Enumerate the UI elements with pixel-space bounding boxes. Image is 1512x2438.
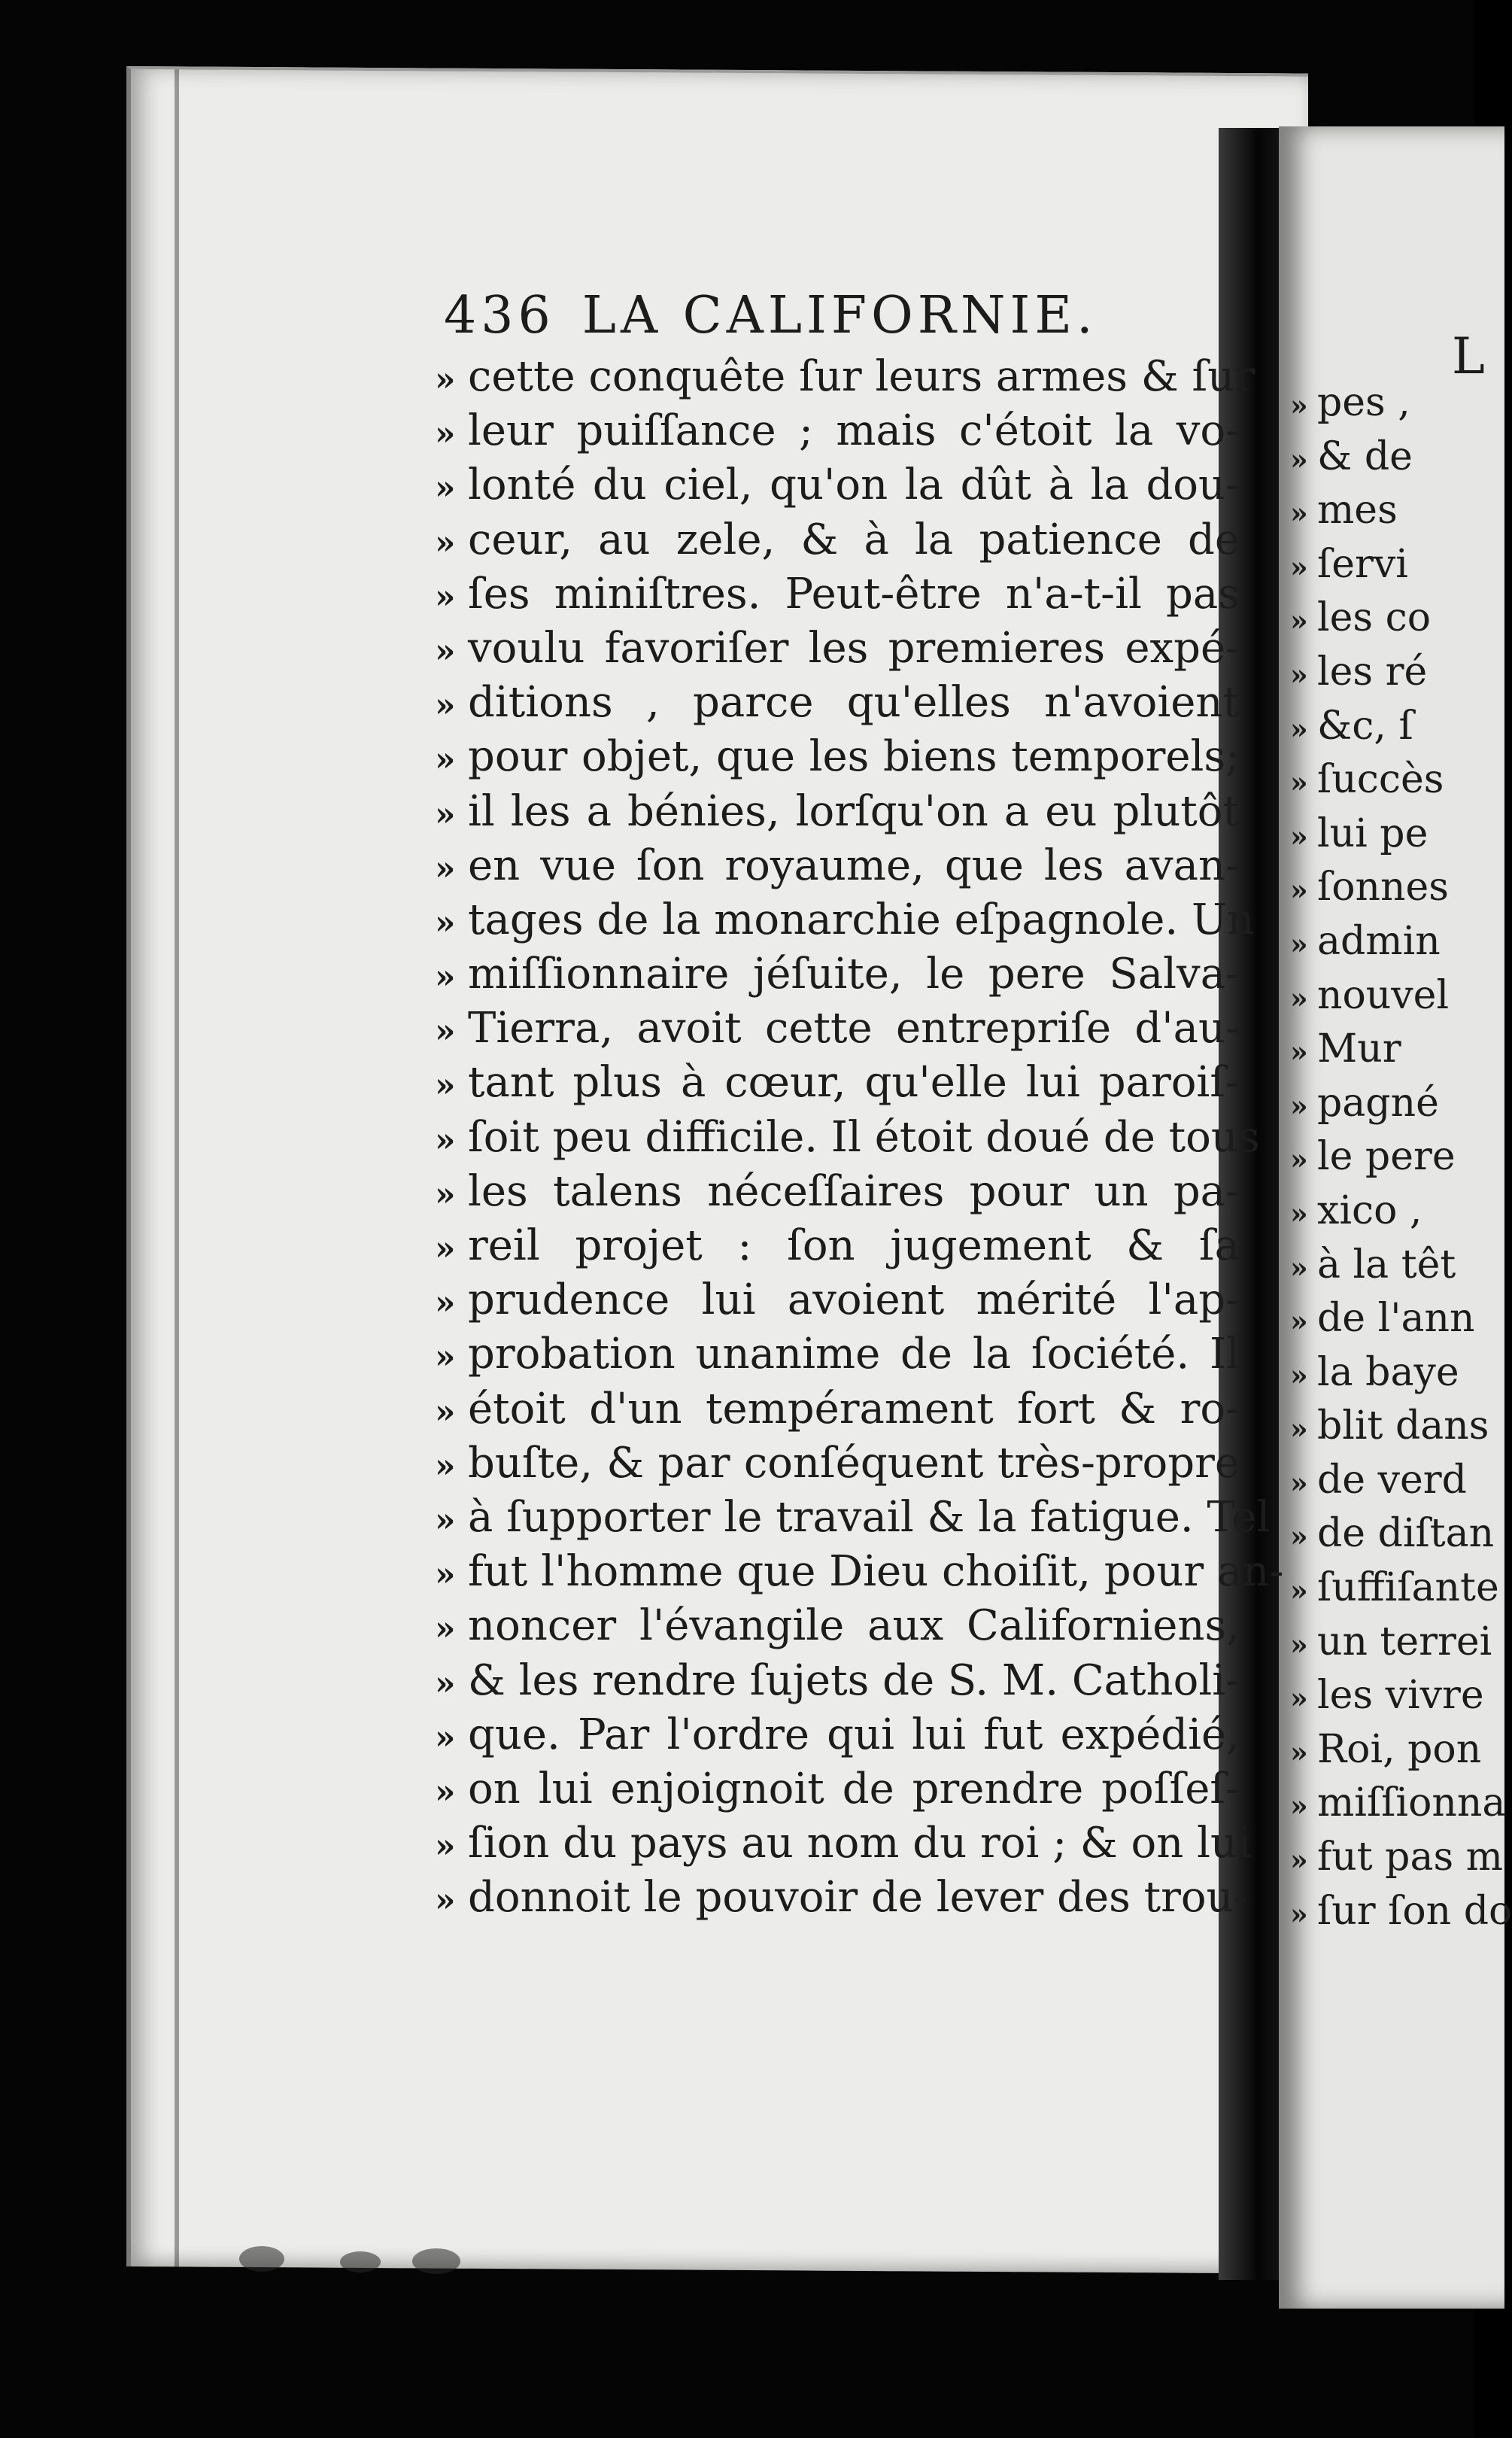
quotation-mark: » xyxy=(1290,1250,1308,1284)
quotation-mark: » xyxy=(435,1827,456,1866)
line-text: ſoit peu difficile. Il étoit doué de tous xyxy=(468,1112,1260,1162)
quotation-mark: » xyxy=(435,1230,456,1268)
text-line xyxy=(435,839,1240,893)
quotation-mark: » xyxy=(435,631,456,670)
text-line xyxy=(1290,646,1471,700)
line-text: cette conquête ſur leurs armes & ſur xyxy=(468,352,1255,401)
text-line xyxy=(435,458,1240,512)
quotation-mark: » xyxy=(435,469,456,508)
text-line xyxy=(435,1491,1271,1545)
text-line xyxy=(435,730,1240,784)
quotation-mark: » xyxy=(1290,549,1308,584)
quotation-mark: » xyxy=(435,740,456,780)
line-text: Roi, pon xyxy=(1317,1726,1482,1772)
text-line xyxy=(1290,591,1471,646)
line-text: un terrei xyxy=(1317,1619,1492,1664)
quotation-mark: » xyxy=(435,958,456,997)
text-line xyxy=(1290,376,1471,430)
line-text: probation unanime de la ſociété. Il xyxy=(468,1330,1240,1379)
text-line xyxy=(1290,861,1471,915)
text-line xyxy=(435,893,1255,947)
quotation-mark: » xyxy=(1290,711,1308,746)
quotation-mark: » xyxy=(435,1664,456,1703)
text-line xyxy=(435,1816,1251,1871)
quotation-mark: » xyxy=(1290,819,1308,853)
line-text: &c, ſ xyxy=(1317,703,1413,749)
text-line xyxy=(435,785,1240,839)
line-text: les talens néceſſaires pour un pa- xyxy=(468,1166,1240,1216)
quotation-mark: » xyxy=(435,1446,456,1485)
quotation-mark: » xyxy=(1290,1304,1308,1339)
quotation-mark: » xyxy=(1290,926,1308,961)
quotation-mark: » xyxy=(435,1066,456,1105)
text-line xyxy=(1290,1723,1482,1777)
line-text: blit dans xyxy=(1317,1403,1489,1449)
line-text: de l'ann xyxy=(1317,1296,1475,1342)
quotation-mark: » xyxy=(435,1610,456,1649)
text-line xyxy=(1290,1023,1471,1077)
text-line xyxy=(435,1762,1240,1816)
quotation-mark: » xyxy=(1290,388,1308,422)
text-line xyxy=(1290,915,1471,969)
text-line xyxy=(1290,1400,1489,1454)
line-text: & de xyxy=(1317,433,1413,479)
line-text: que. Par l'ordre qui lui fut expédié, xyxy=(468,1710,1240,1759)
text-line xyxy=(435,1708,1240,1762)
text-line xyxy=(435,1165,1240,1219)
text-line xyxy=(435,513,1240,567)
line-text: la baye xyxy=(1317,1349,1459,1395)
quotation-mark: » xyxy=(435,523,456,562)
text-line xyxy=(1290,1184,1471,1239)
quotation-mark: » xyxy=(1290,1357,1308,1392)
text-line xyxy=(435,404,1240,458)
quotation-mark: » xyxy=(1290,1035,1308,1069)
line-text: xico , xyxy=(1317,1187,1422,1233)
line-text: ſion du pays au nom du roi ; & on lui xyxy=(468,1819,1251,1868)
line-text: ceur, au zele, & à la patience de xyxy=(468,515,1240,564)
line-text: de verd xyxy=(1317,1457,1467,1503)
quotation-mark: » xyxy=(435,360,456,399)
quotation-mark: » xyxy=(435,1555,456,1594)
quotation-mark: » xyxy=(435,1772,456,1811)
text-line xyxy=(435,947,1240,1002)
line-text: voulu favoriſer les premieres expé- xyxy=(468,623,1240,673)
line-text: ſes miniſtres. Peut-être n'a-t-il pas xyxy=(468,569,1240,619)
quotation-mark: » xyxy=(435,1500,456,1540)
text-line xyxy=(1290,1239,1471,1293)
line-text: buſte, & par conſéquent très-propre xyxy=(468,1438,1240,1488)
quotation-mark: » xyxy=(435,849,456,888)
quotation-mark: » xyxy=(435,1392,456,1431)
text-line xyxy=(435,1002,1240,1056)
quotation-mark: » xyxy=(1290,1142,1308,1177)
line-text: en vue ſon royaume, que les avan- xyxy=(468,841,1240,890)
text-line xyxy=(1290,1669,1484,1723)
quotation-mark: » xyxy=(1290,496,1308,530)
line-text: pour objet, que les biens temporels; xyxy=(468,732,1240,782)
text-line xyxy=(435,350,1255,404)
quotation-mark: » xyxy=(1290,1573,1308,1608)
quotation-mark: » xyxy=(435,1338,456,1377)
quotation-mark: » xyxy=(435,577,456,616)
line-text: ſonnes xyxy=(1317,865,1449,910)
line-text: mes xyxy=(1317,488,1398,534)
line-text: leur puiſſance ; mais c'étoit la vo- xyxy=(468,406,1240,456)
text-line xyxy=(1290,1077,1471,1131)
running-title: LA CALIFORNIE. xyxy=(581,286,1098,345)
quotation-mark: » xyxy=(435,686,456,725)
text-line xyxy=(1290,807,1471,862)
line-text: ſervi xyxy=(1317,541,1408,587)
text-line xyxy=(435,1327,1240,1382)
line-text: ſuccès xyxy=(1317,757,1444,803)
line-text: pagné xyxy=(1317,1080,1439,1126)
line-text: pes , xyxy=(1317,380,1410,425)
line-text: miſſionnaire jéſuite, le pere Salva- xyxy=(468,950,1240,999)
line-text: à ſupporter le travail & la fatigue. Tel xyxy=(468,1492,1271,1542)
text-line xyxy=(435,1599,1240,1653)
text-line xyxy=(1290,753,1471,807)
quotation-mark: » xyxy=(435,903,456,942)
text-line xyxy=(1290,1561,1499,1616)
line-text: ſuffiſante xyxy=(1317,1565,1499,1611)
quotation-mark: » xyxy=(1290,1519,1308,1554)
quotation-mark: » xyxy=(1290,765,1308,800)
quotation-mark: » xyxy=(435,1120,456,1160)
line-text: lonté du ciel, qu'on la dût à la dou- xyxy=(468,461,1240,510)
line-text: & les rendre ſujets de S. M. Catholi- xyxy=(468,1655,1240,1705)
line-text: miſſionna xyxy=(1317,1780,1506,1826)
quotation-mark: » xyxy=(1290,1734,1308,1769)
quotation-mark: » xyxy=(1290,1196,1308,1230)
line-text: Tierra, avoit cette entrepriſe d'au- xyxy=(468,1004,1240,1053)
line-text: on lui enjoignoit de prendre poſſeſ- xyxy=(468,1764,1240,1813)
text-line xyxy=(1290,700,1471,754)
quotation-mark: » xyxy=(435,1175,456,1214)
quotation-mark: » xyxy=(1290,980,1308,1015)
quotation-mark: » xyxy=(1290,1088,1308,1123)
page-stain xyxy=(340,2251,381,2272)
text-line xyxy=(1290,1346,1471,1400)
quotation-mark: » xyxy=(1290,1465,1308,1500)
page-stain xyxy=(412,2248,460,2274)
text-line xyxy=(1290,430,1471,485)
line-text: admin xyxy=(1317,918,1441,964)
page-stain xyxy=(239,2246,284,2272)
line-text: noncer l'évangile aux Californiens, xyxy=(468,1601,1240,1651)
line-text: tages de la monarchie eſpagnole. Un xyxy=(468,895,1255,944)
text-line xyxy=(435,1654,1240,1708)
line-text: fut pas m xyxy=(1317,1835,1503,1880)
text-line xyxy=(1290,1292,1475,1346)
text-line xyxy=(1290,969,1471,1023)
line-text: nouvel xyxy=(1317,972,1450,1018)
quotation-mark: » xyxy=(1290,1896,1308,1931)
running-head-right-fragment: L xyxy=(1452,327,1485,385)
text-line xyxy=(435,1111,1260,1165)
text-line xyxy=(1290,1507,1495,1561)
text-line xyxy=(1290,484,1471,538)
text-line xyxy=(435,1545,1284,1599)
text-line xyxy=(435,1056,1240,1110)
line-text: de diſtan xyxy=(1317,1511,1495,1557)
text-line xyxy=(1290,1454,1471,1508)
line-text: lui pe xyxy=(1317,810,1429,856)
quotation-mark: » xyxy=(1290,1843,1308,1877)
quotation-mark: » xyxy=(1290,603,1308,638)
line-text: ditions , parce qu'elles n'avoient xyxy=(468,678,1240,728)
quotation-mark: » xyxy=(435,1881,456,1920)
quotation-mark: » xyxy=(435,795,456,834)
quotation-mark: » xyxy=(435,1284,456,1323)
quotation-mark: » xyxy=(1290,1412,1308,1446)
line-text: les co xyxy=(1317,595,1432,641)
line-text: fut l'homme que Dieu choiſit, pour an- xyxy=(468,1547,1284,1597)
line-text: tant plus à cœur, qu'elle lui paroiſ- xyxy=(468,1058,1240,1108)
line-text: ſur ſon do xyxy=(1317,1888,1512,1934)
quotation-mark: » xyxy=(1290,1789,1308,1823)
text-line xyxy=(435,1273,1240,1327)
text-line xyxy=(1290,1831,1503,1885)
quotation-mark: » xyxy=(435,1718,456,1757)
line-text: les vivre xyxy=(1317,1673,1484,1719)
quotation-mark: » xyxy=(1290,1681,1308,1716)
line-text: Mur xyxy=(1317,1026,1401,1072)
text-line xyxy=(1290,538,1471,592)
line-text: il les a bénies, lorſqu'on a eu plutôt xyxy=(468,786,1240,836)
text-line xyxy=(435,622,1240,676)
line-text: reil projet : ſon jugement & ſa xyxy=(468,1221,1240,1270)
text-line xyxy=(435,1382,1240,1436)
text-line xyxy=(435,676,1240,730)
quotation-mark: » xyxy=(1290,442,1308,476)
running-head-left xyxy=(444,286,1098,345)
text-line xyxy=(1290,1616,1492,1670)
quotation-mark: » xyxy=(435,1012,456,1051)
quotation-mark: » xyxy=(1290,1627,1308,1661)
line-text: les ré xyxy=(1317,649,1428,695)
line-text: prudence lui avoient mérité l'ap- xyxy=(468,1275,1240,1325)
text-line xyxy=(435,567,1240,622)
left-page-text xyxy=(435,350,1284,1925)
quotation-mark: » xyxy=(435,415,456,454)
line-text: étoit d'un tempérament fort & ro- xyxy=(468,1384,1240,1433)
quotation-mark: » xyxy=(1290,657,1308,692)
text-line xyxy=(435,1436,1240,1491)
line-text: à la têt xyxy=(1317,1242,1456,1287)
line-text: le pere xyxy=(1317,1134,1456,1180)
text-line xyxy=(435,1871,1248,1925)
page-number: 436 xyxy=(444,286,555,345)
text-line xyxy=(1290,1130,1471,1184)
text-line xyxy=(1290,1885,1512,1939)
text-line xyxy=(1290,1777,1506,1831)
right-page-text xyxy=(1290,376,1512,1938)
quotation-mark: » xyxy=(1290,873,1308,907)
line-text: donnoit le pouvoir de lever des trou- xyxy=(468,1873,1248,1923)
text-line xyxy=(435,1219,1240,1273)
